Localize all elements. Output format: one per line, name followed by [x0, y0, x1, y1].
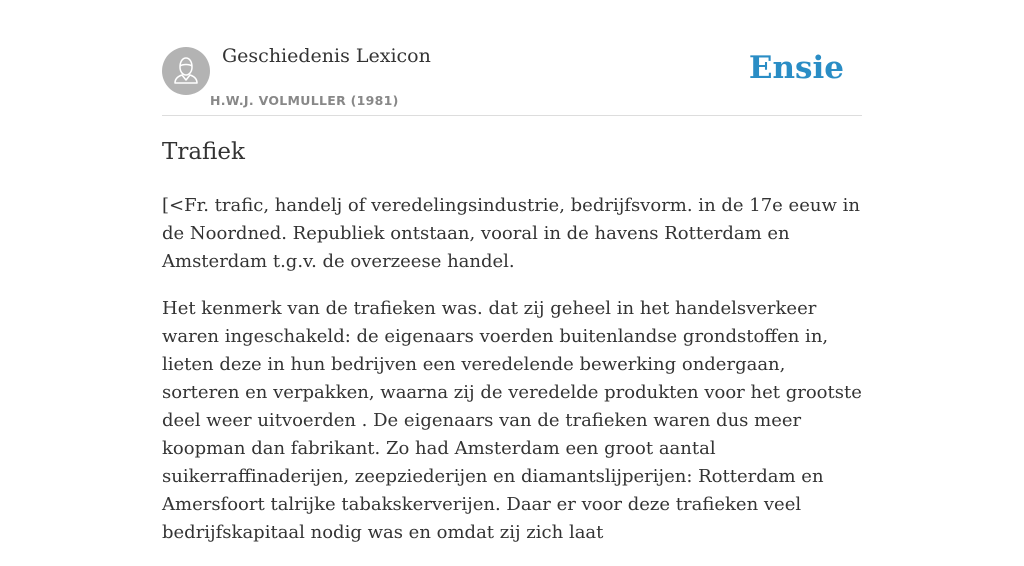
article-paragraph: Het kenmerk van de trafieken was. dat zij geheel in het handelsverkeer waren ingeschakeld: de eigenaars voerden buitenlandse grondstoffen in, lieten deze in hun bedrijven een veredelende bewerking ondergaan, sorteren en verpakken, waarna zij de veredelde produkten voor het grootste deel weer uitvoerden . De eigenaars van de trafieken waren dus meer koopman dan fabrikant. Zo had Amsterdam een groot aantal suikerraffinaderijen, zeepziederijen en diamantslijperijen: Rotterdam en Amersfoort talrijke tabakskerverijen. Daar er voor deze trafieken veel bedrijfskapitaal nodig was en omdat zij zich laat — [162, 298, 862, 543]
article-paragraph: [<Fr. trafic, handelj of veredelingsindustrie, bedrijfsvorm. in de 17e eeuw in de Noordned. Republiek ontstaan, vooral in de havens Rotterdam en Amsterdam t.g.v. de overzeese handel. — [162, 195, 860, 272]
author-label[interactable]: H.W.J. VOLMULLER (1981) — [210, 93, 399, 108]
ensie-logo[interactable]: Ensie — [748, 50, 844, 86]
article-body — [162, 192, 862, 566]
article-title: Trafiek — [162, 139, 245, 165]
article-header — [162, 0, 862, 116]
article-container — [162, 0, 862, 543]
user-icon[interactable] — [162, 47, 210, 95]
book-title[interactable]: Geschiedenis Lexicon — [222, 45, 431, 67]
